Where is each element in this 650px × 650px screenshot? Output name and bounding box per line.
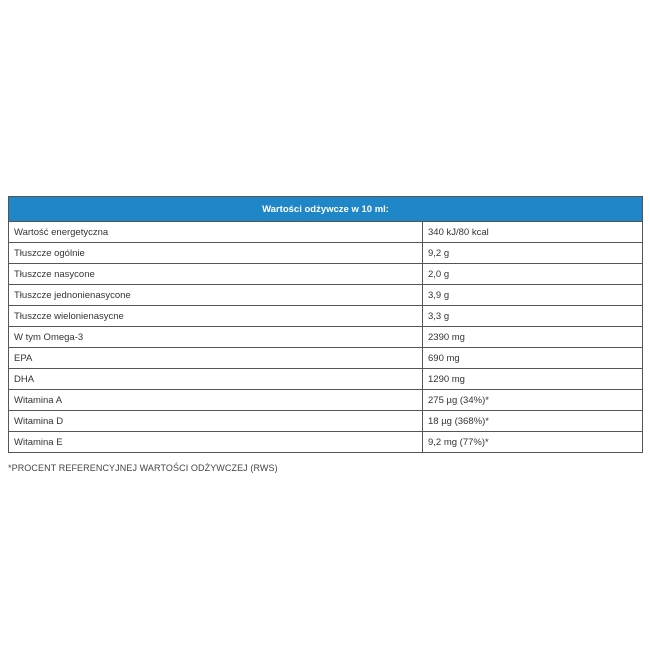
- nutrient-value: 275 µg (34%)*: [423, 390, 643, 411]
- nutrient-value: 9,2 mg (77%)*: [423, 432, 643, 453]
- nutrient-name: Witamina A: [9, 390, 423, 411]
- nutrition-table: [8, 196, 643, 453]
- table-row: [9, 264, 643, 285]
- table-row: [9, 432, 643, 453]
- nutrient-name: EPA: [9, 348, 423, 369]
- nutrient-name: Witamina E: [9, 432, 423, 453]
- nutrient-name: Tłuszcze jednonienasycone: [9, 285, 423, 306]
- nutrition-table-container: [8, 196, 642, 453]
- table-row: [9, 411, 643, 432]
- nutrient-value: 2390 mg: [423, 327, 643, 348]
- nutrient-value: 3,3 g: [423, 306, 643, 327]
- table-title: Wartości odżywcze w 10 ml:: [9, 197, 643, 222]
- table-row: [9, 369, 643, 390]
- table-row: [9, 306, 643, 327]
- nutrient-value: 1290 mg: [423, 369, 643, 390]
- nutrient-name: Tłuszcze nasycone: [9, 264, 423, 285]
- nutrient-value: 2,0 g: [423, 264, 643, 285]
- nutrient-name: Tłuszcze ogólnie: [9, 243, 423, 264]
- nutrient-name: Wartość energetyczna: [9, 222, 423, 243]
- nutrient-value: 9,2 g: [423, 243, 643, 264]
- nutrient-name: Tłuszcze wielonienasycne: [9, 306, 423, 327]
- table-row: [9, 285, 643, 306]
- table-row: [9, 222, 643, 243]
- nutrient-value: 340 kJ/80 kcal: [423, 222, 643, 243]
- nutrient-value: 690 mg: [423, 348, 643, 369]
- table-header-row: [9, 197, 643, 222]
- nutrient-value: 18 µg (368%)*: [423, 411, 643, 432]
- nutrient-name: Witamina D: [9, 411, 423, 432]
- table-row: [9, 390, 643, 411]
- table-row: [9, 243, 643, 264]
- nutrient-name: W tym Omega-3: [9, 327, 423, 348]
- table-row: [9, 327, 643, 348]
- nutrient-value: 3,9 g: [423, 285, 643, 306]
- table-row: [9, 348, 643, 369]
- footnote: *PROCENT REFERENCYJNEJ WARTOŚCI ODŻYWCZEJ (RWS): [8, 463, 278, 473]
- nutrient-name: DHA: [9, 369, 423, 390]
